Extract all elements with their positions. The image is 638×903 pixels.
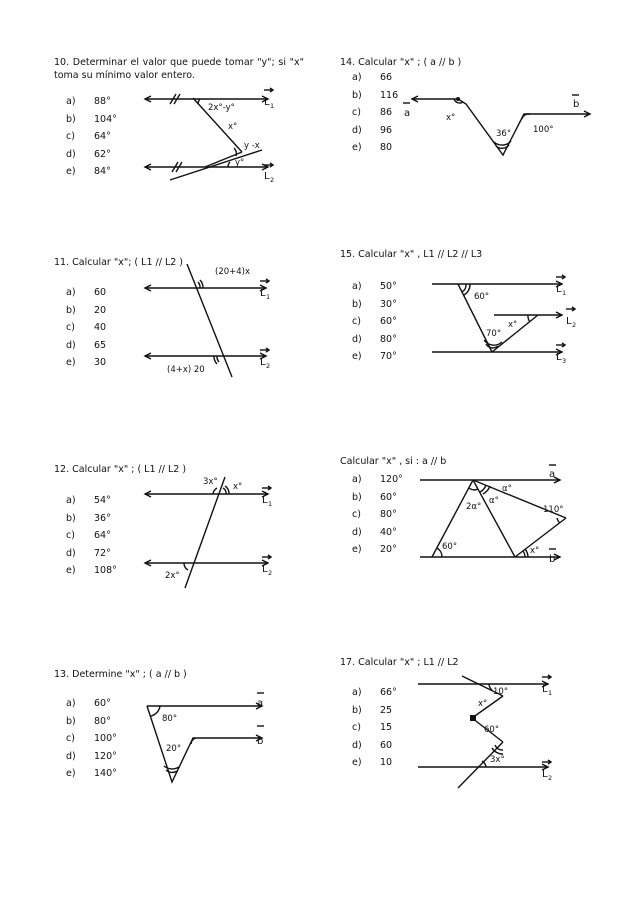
q10-option-b[interactable]: b) 104° (66, 113, 117, 125)
q15-label-l2: L (566, 316, 572, 327)
svg-text:2: 2 (548, 774, 553, 782)
q11-angle-bottom: (4+x) 20 (167, 365, 205, 375)
q15-option-a[interactable]: a) 50° (352, 281, 397, 292)
q13-option-c[interactable]: c) 100° (66, 733, 117, 744)
q16-option-c[interactable]: c) 80° (352, 509, 397, 520)
q13-option-a[interactable]: a) 60° (66, 698, 111, 709)
q12-angle-top-right: x° (233, 482, 243, 492)
q14-angle-mid: 36° (496, 129, 512, 139)
q16-label-a: a (549, 469, 556, 480)
q16-option-a[interactable]: a) 120° (352, 474, 403, 485)
q12-prompt: 12. Calcular "x" ; ( L1 // L2 ) (54, 464, 187, 475)
q10-label-l2: L (264, 171, 270, 182)
q17-segment-1 (472, 696, 503, 718)
q17-prompt: 17. Calcular "x" ; L1 // L2 (340, 657, 459, 668)
q16-angle-x: x° (530, 546, 540, 556)
q14-angle-right: 100° (533, 125, 554, 135)
q17-option-c[interactable]: c) 15 (352, 722, 393, 733)
svg-text:1: 1 (268, 500, 273, 508)
q11-option-c[interactable]: c) 40 (66, 322, 107, 333)
svg-text:1: 1 (562, 289, 567, 297)
q15-option-c[interactable]: c) 60° (352, 316, 397, 327)
q15-angle-top: 60° (474, 292, 490, 302)
svg-text:2: 2 (266, 362, 271, 370)
q11-option-d[interactable]: d) 65 (66, 339, 107, 351)
q17-angle-3x: 3x° (490, 755, 505, 765)
q16-label-b: b (549, 554, 556, 565)
svg-text:2: 2 (270, 176, 275, 184)
q12-angle-top-left: 3x° (203, 477, 218, 487)
q16-prompt: Calcular "x" , si : a // b (340, 456, 447, 467)
q10-option-e[interactable]: e) 84° (66, 166, 111, 177)
q12-option-d[interactable]: d) 72° (66, 547, 111, 559)
q11-label-l2: L (260, 357, 266, 368)
svg-text:1: 1 (266, 293, 271, 301)
q12-label-l2: L (262, 564, 268, 575)
q17-angle-60: 60° (484, 725, 500, 735)
q13-angle-top: 80° (162, 714, 178, 724)
q17-angle-x: x° (478, 699, 488, 709)
q13-option-b[interactable]: b) 80° (66, 715, 111, 727)
svg-text:2: 2 (572, 321, 577, 329)
q15-prompt: 15. Calcular "x" , L1 // L2 // L3 (340, 249, 483, 260)
q12-label-l1: L (262, 495, 268, 506)
q16-angle-a2: α° (502, 484, 512, 494)
q17-transversal-bottom (458, 742, 503, 788)
q13-option-d[interactable]: d) 120° (66, 750, 117, 762)
q10-angle-mid: x° (228, 122, 238, 132)
q17-label-l2: L (542, 769, 548, 780)
q13-label-b: b (257, 736, 264, 747)
q10-angle-yx: y -x (244, 141, 260, 151)
q10-prompt: 10. Determinar el valor que puede tomar "y"; si "x" toma su mínimo valor entero. (54, 57, 304, 81)
q12-option-e[interactable]: e) 108° (66, 565, 117, 576)
q14-label-b: b (573, 99, 580, 110)
q17-label-l1: L (542, 684, 548, 695)
q11-option-e[interactable]: e) 30 (66, 357, 107, 368)
q12-angle-bottom: 2x° (165, 571, 180, 581)
q11-prompt: 11. Calcular "x"; ( L1 // L2 ) (54, 257, 184, 268)
q16-angle-2a: 2α° (466, 502, 482, 512)
q17-right-angle-mark (470, 715, 476, 721)
svg-text:3: 3 (562, 357, 567, 365)
q16-option-b[interactable]: b) 60° (352, 491, 397, 503)
q11-option-b[interactable]: b) 20 (66, 304, 107, 316)
q10-angle-top: 2x°-y° (208, 103, 235, 113)
q13-label-a: a (257, 698, 264, 709)
q17-angle-10: 10° (493, 687, 509, 697)
q14-option-e[interactable]: e) 80 (352, 142, 393, 153)
svg-text:1: 1 (548, 689, 553, 697)
q15-angle-bottom: 70° (486, 329, 502, 339)
q17-option-b[interactable]: b) 25 (352, 704, 393, 716)
svg-text:2: 2 (268, 569, 273, 577)
q14-option-d[interactable]: d) 96 (352, 124, 393, 136)
q16-angle-60: 60° (442, 542, 458, 552)
q14-option-c[interactable]: c) 86 (352, 107, 393, 118)
q11-option-a[interactable]: a) 60 (66, 287, 107, 298)
q11-label-l1: L (260, 288, 266, 299)
q16-angle-a1: α° (489, 496, 499, 506)
q14-prompt: 14. Calcular "x" ; ( a // b ) (340, 57, 462, 68)
q16-angle-110: 110° (543, 505, 564, 515)
q14-label-a: a (404, 108, 411, 119)
q16-option-e[interactable]: e) 20° (352, 544, 397, 555)
q10-label-l1: L (264, 97, 270, 108)
q11-angle-top: (20+4)x (215, 267, 251, 277)
q14-option-b[interactable]: b) 116 (352, 89, 399, 101)
q12-option-a[interactable]: a) 54° (66, 495, 111, 506)
q12-option-c[interactable]: c) 64° (66, 530, 111, 541)
q15-label-l1: L (556, 284, 562, 295)
q17-option-a[interactable]: a) 66° (352, 687, 397, 698)
q10-option-a[interactable]: a) 88° (66, 96, 111, 107)
q10-option-d[interactable]: d) 62° (66, 148, 111, 160)
q13-prompt: 13. Determine "x" ; ( a // b ) (54, 669, 187, 680)
q16-option-d[interactable]: d) 40° (352, 526, 397, 538)
q15-angle-x: x° (508, 320, 518, 330)
q13-angle-mid: 20° (166, 744, 182, 754)
q15-option-e[interactable]: e) 70° (352, 351, 397, 362)
q14-option-a[interactable]: a) 66 (352, 72, 393, 83)
q15-option-b[interactable]: b) 30° (352, 298, 397, 310)
q12-option-b[interactable]: b) 36° (66, 512, 111, 524)
q17-option-d[interactable]: d) 60 (352, 739, 393, 751)
q10-angle-bottom: y° (235, 158, 245, 168)
q15-option-d[interactable]: d) 80° (352, 333, 397, 345)
q17-option-e[interactable]: e) 10 (352, 757, 393, 768)
svg-text:1: 1 (270, 102, 275, 110)
q10-option-c[interactable]: c) 64° (66, 131, 111, 142)
q14-angle-x: x° (446, 113, 456, 123)
q15-label-l3: L (556, 352, 562, 363)
q13-option-e[interactable]: e) 140° (66, 768, 117, 779)
